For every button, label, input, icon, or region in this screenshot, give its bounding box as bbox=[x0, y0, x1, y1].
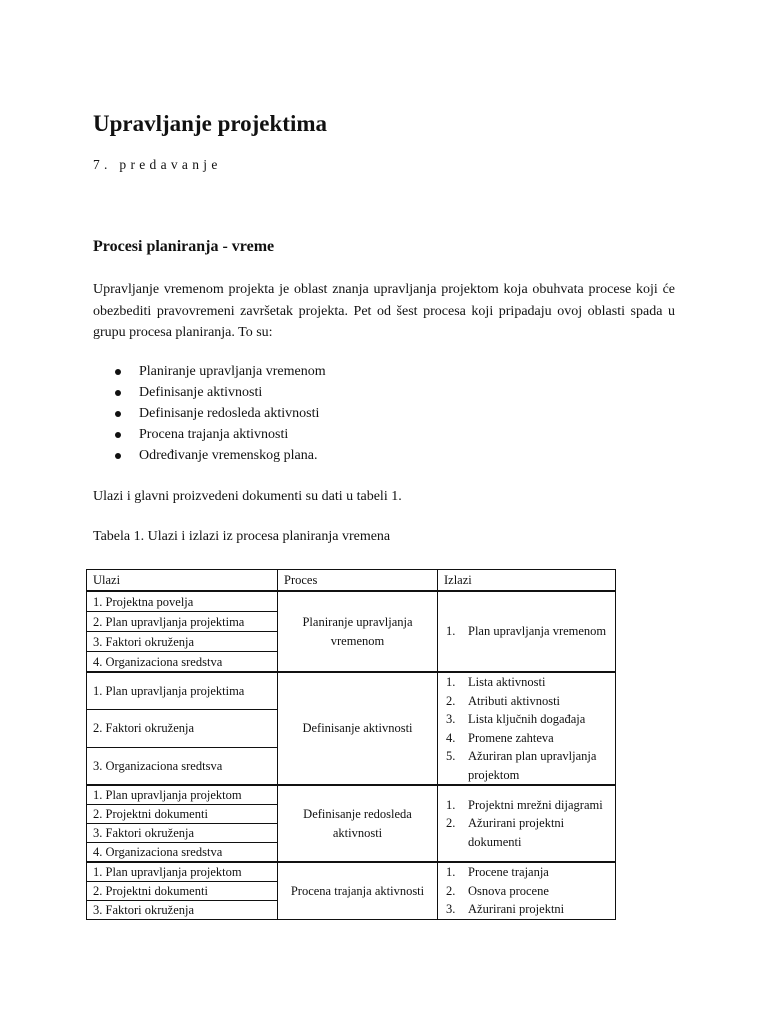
input-cell: 3. Organizaciona sredtsva bbox=[87, 747, 278, 785]
input-cell: 1. Plan upravljanja projektima bbox=[87, 672, 278, 710]
bullet-icon bbox=[115, 453, 121, 459]
output-text: Plan upravljanja vremenom bbox=[468, 624, 607, 639]
process-group bbox=[87, 672, 616, 785]
bullet-item bbox=[93, 403, 326, 424]
input-cell: 4. Organizaciona sredstva bbox=[87, 652, 278, 673]
output-item: 1. Lista aktivnosti bbox=[446, 673, 609, 692]
output-item: 1. Procene trajanja bbox=[446, 863, 609, 882]
output-text: Ažuriran plan upravljanja projektom bbox=[468, 749, 597, 782]
process-cell: Procena trajanja aktivnosti bbox=[278, 862, 438, 920]
output-text: Lista ključnih događaja bbox=[468, 712, 586, 726]
input-cell: 1. Plan upravljanja projektom bbox=[87, 862, 278, 882]
input-cell: 3. Faktori okruženja bbox=[87, 632, 278, 652]
header-outputs: Izlazi bbox=[438, 570, 616, 592]
bullet-item bbox=[93, 382, 326, 403]
input-cell: 3. Faktori okruženja bbox=[87, 824, 278, 843]
outputs-cell bbox=[438, 672, 616, 785]
process-cell: Planiranje upravljanja vremenom bbox=[278, 591, 438, 672]
bullet-icon bbox=[115, 369, 121, 375]
bullet-icon bbox=[115, 411, 121, 417]
process-table bbox=[86, 569, 616, 920]
lecture-subtitle: 7. predavanje bbox=[93, 157, 222, 172]
output-item: 5. Ažuriran plan upravljanja projektom bbox=[446, 747, 609, 784]
process-cell: Definisanje aktivnosti bbox=[278, 672, 438, 785]
paragraph-after-list: Ulazi i glavni proizvedeni dokumenti su dati u tabeli 1. bbox=[93, 489, 402, 504]
process-cell: Definisanje redosleda aktivnosti bbox=[278, 785, 438, 862]
table-row bbox=[87, 785, 616, 805]
output-text: Ažurirani projektni bbox=[468, 902, 565, 917]
output-item: 2. Atributi aktivnosti bbox=[446, 692, 609, 711]
bullet-text: Planiranje upravljanja vremenom bbox=[139, 364, 326, 379]
output-item: 4. Promene zahteva bbox=[446, 729, 609, 748]
input-cell: 2. Plan upravljanja projektima bbox=[87, 612, 278, 632]
output-item: 1. Projektni mrežni dijagrami bbox=[446, 796, 609, 815]
bullet-item bbox=[93, 361, 326, 382]
bullet-text: Definisanje redosleda aktivnosti bbox=[139, 406, 320, 421]
table-row bbox=[87, 672, 616, 710]
bullet-text: Procena trajanja aktivnosti bbox=[139, 427, 289, 442]
output-text: Promene zahteva bbox=[468, 730, 554, 745]
output-list bbox=[446, 863, 609, 919]
header-inputs: Ulazi bbox=[87, 570, 278, 592]
header-process: Proces bbox=[278, 570, 438, 592]
output-item: 3. Ažurirani projektni bbox=[446, 900, 609, 919]
output-item: 2. Ažurirani projektni dokumenti bbox=[446, 814, 609, 851]
output-item: 2. Osnova procene bbox=[446, 882, 609, 901]
output-item: 3. Lista ključnih događaja bbox=[446, 710, 609, 729]
output-list bbox=[446, 622, 609, 641]
input-cell: 2. Projektni dokumenti bbox=[87, 882, 278, 901]
document-title: Upravljanje projektima bbox=[93, 111, 328, 136]
output-list bbox=[446, 673, 609, 784]
process-group bbox=[87, 785, 616, 862]
process-bullet-list bbox=[93, 361, 326, 466]
bullet-text: Određivanje vremenskog plana. bbox=[139, 448, 318, 463]
output-text: Atributi aktivnosti bbox=[468, 693, 561, 708]
process-group bbox=[87, 591, 616, 672]
bullet-icon bbox=[115, 432, 121, 438]
bullet-item bbox=[93, 424, 326, 445]
table-caption: Tabela 1. Ulazi i izlazi iz procesa planiranja vremena bbox=[93, 529, 391, 544]
bullet-item bbox=[93, 445, 326, 466]
section-heading: Procesi planiranja - vreme bbox=[93, 238, 275, 255]
input-cell: 1. Projektna povelja bbox=[87, 591, 278, 612]
input-cell: 1. Plan upravljanja projektom bbox=[87, 785, 278, 805]
output-text: Ažurirani projektni dokumenti bbox=[468, 816, 565, 849]
table-row bbox=[87, 591, 616, 612]
output-text: Projektni mrežni dijagrami bbox=[468, 797, 603, 812]
outputs-cell bbox=[438, 785, 616, 862]
intro-paragraph: Upravljanje vremenom projekta je oblast znanja upravljanja projektom koja obuhvata procese koji će obezbediti pravovremeni završetak projekta. Pet od šest procesa koji pripadaju ovoj oblasti spada u grupu procesa planiranja. To su: bbox=[93, 282, 675, 340]
table-header-row bbox=[87, 570, 616, 592]
bullet-text: Definisanje aktivnosti bbox=[139, 385, 263, 400]
output-text: Procene trajanja bbox=[468, 865, 549, 880]
input-cell: 2. Faktori okruženja bbox=[87, 710, 278, 747]
input-cell: 2. Projektni dokumenti bbox=[87, 805, 278, 824]
output-text: Osnova procene bbox=[468, 883, 549, 898]
table-row bbox=[87, 862, 616, 882]
bullet-icon bbox=[115, 390, 121, 396]
outputs-cell bbox=[438, 591, 616, 672]
input-cell: 3. Faktori okruženja bbox=[87, 901, 278, 920]
outputs-cell bbox=[438, 862, 616, 920]
process-group bbox=[87, 862, 616, 920]
output-item: 1. Plan upravljanja vremenom bbox=[446, 622, 609, 641]
input-cell: 4. Organizaciona sredstva bbox=[87, 843, 278, 863]
output-text: Lista aktivnosti bbox=[468, 675, 546, 689]
output-list bbox=[446, 796, 609, 852]
